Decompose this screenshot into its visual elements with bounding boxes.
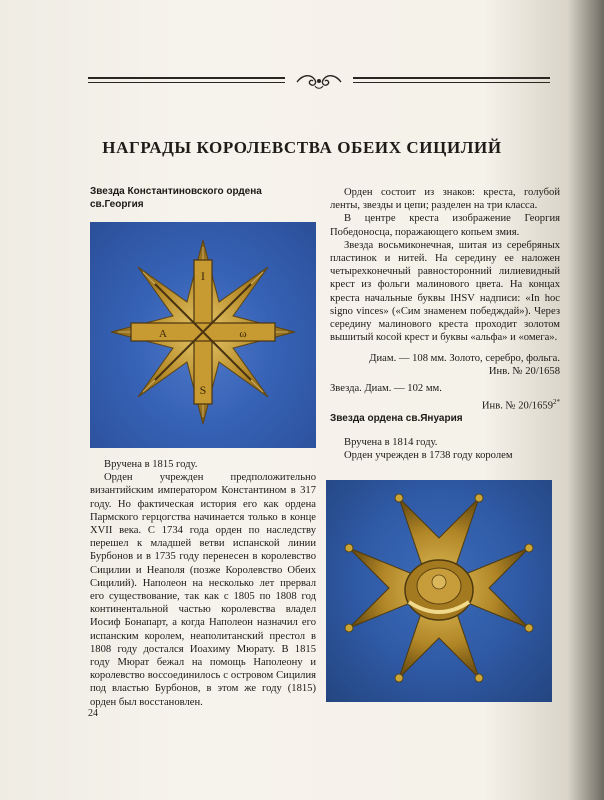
svg-text:ω: ω [239,328,247,340]
spec-line-2: Звезда. Диам. — 102 мм. [330,383,442,395]
right-paragraph-2: В центре креста изображение Георгия Победоносца, поражающего копьем змия. [330,213,560,238]
januarius-star-photo [326,480,552,702]
right-paragraph-5: Орден учрежден в 1738 году королем [344,449,513,461]
right-paragraph-4: Вручена в 1814 году. [344,436,438,448]
left-paragraph-1: Вручена в 1815 году. [104,459,198,470]
spec-line-1: Диам. — 108 мм. Золото, серебро, фольга. [369,353,560,364]
right-paragraph-1: Орден состоит из знаков: креста, голубой ленты, звезды и цепи; разделен на три класса. [330,187,560,212]
section-heading-2: Звезда ордена св.Януария [330,413,463,424]
flourish-icon [293,70,345,92]
section-heading-1-line2: св.Георгия [90,198,144,210]
right-column-text [330,186,560,344]
star-image-2 [326,480,552,702]
left-column-heading [90,186,316,211]
svg-text:S: S [199,383,207,397]
left-body-text [90,458,316,709]
inventory-line-1: Инв. № 20/1658 [488,366,560,378]
header-rule-left [88,77,285,83]
section-2 [330,413,560,462]
section-heading-1-line1: Звезда Константиновского ордена [90,186,262,197]
constantinian-star-photo [90,222,316,448]
header-ornament [88,70,550,92]
svg-text:A: A [159,328,167,340]
right-paragraph-3: Звезда восьмиконечная, шитая из серебряных пластинок и нитей. На середину ее наложен четырехконечный равносторонний лилиевидный крест из фольги малинового цвета. На концах креста начальные буквы IHSV надписи: «In hoc signo vinces» («Сим знаменем победждай»). Через середину малинового креста проходит золотом вышитый косой крест и буквы «альфа» и «омега». [330,239,560,344]
page-title: НАГРАДЫ КОРОЛЕВСТВА ОБЕИХ СИЦИЛИЙ [102,138,502,157]
footnote-mark: 2* [553,397,560,406]
svg-text:I: I [201,269,205,283]
spec-block [330,352,560,412]
header-rule-right [353,77,550,83]
left-paragraph-2: Орден учрежден предположительно византийским императором Константином в 317 году. Но фактическая история его как ордена Пармского герцогства начинается только в конце XVII века. С 1734 года орден по наследству перешел к младшей ветви испанской линии Бурбонов и в 1735 году перенесен в королевство Сицилии и Неаполя (позже Королевство Обеих Сицилий). Наполеон на несколько лет прервал его существование, так как с 1805 по 1808 год континентальной частью королевства владел Иосиф Бонапарт, а когда Наполеон назначил его испанским королем, неаполитанский престол в 1808 году достался Иоахиму Мюрату. В 1815 году Мюрат бежал на помощь Наполеону и королевство воссоединилось с островом Сицилия под властью Бурбонов, в этом же году (1815) орден был восстановлен. [90,472,316,708]
page-number: 24 [88,708,98,719]
star-image-1 [90,222,316,448]
inventory-line-2 [330,396,560,413]
inventory-number-2: Инв. № 20/1659 [481,400,553,412]
